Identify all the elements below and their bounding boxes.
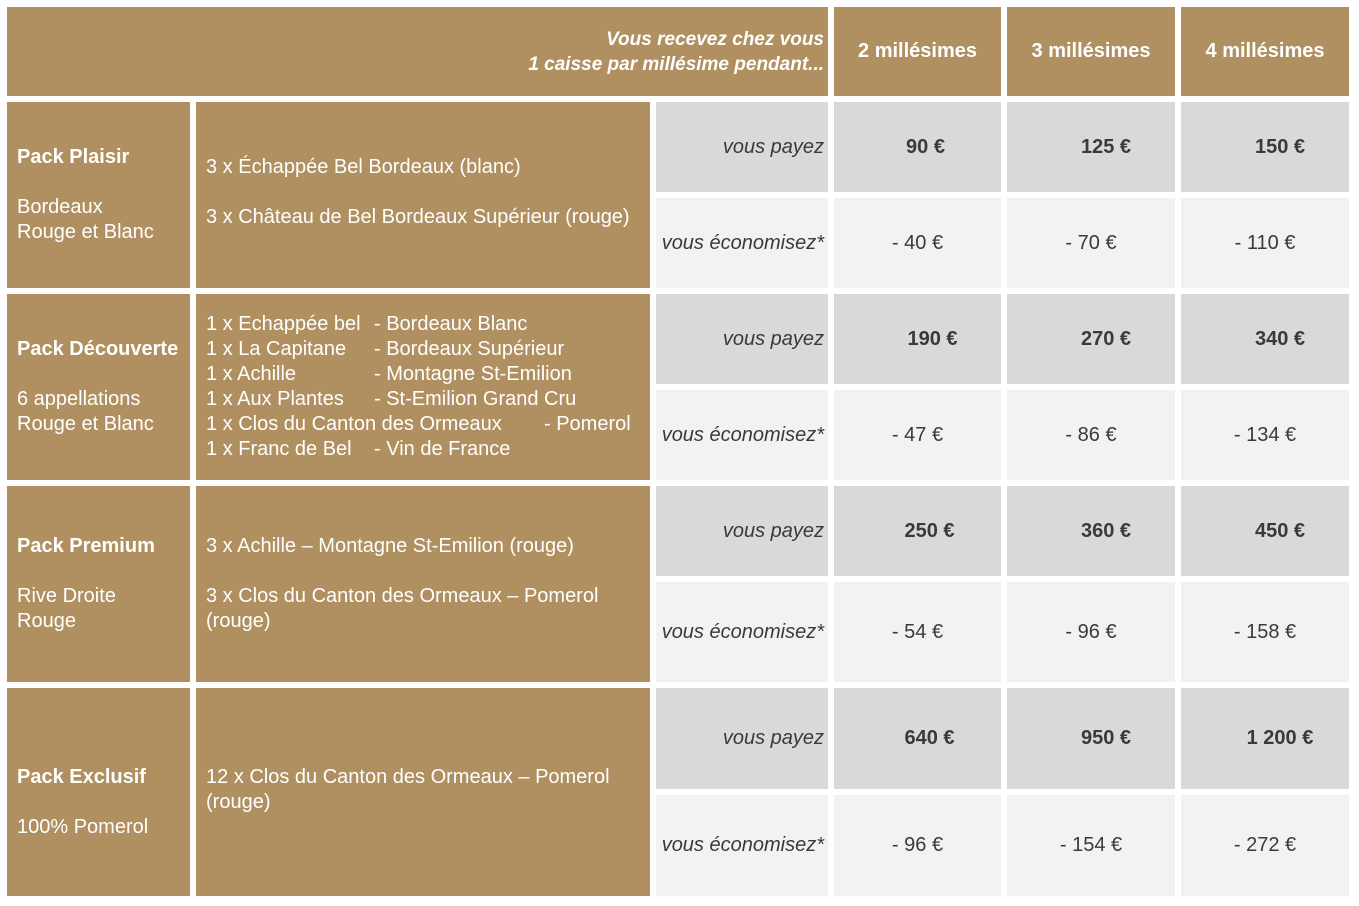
price-4-millesimes: 150 € [1181, 102, 1349, 192]
pay-label: vous payez [656, 102, 828, 192]
saving-4-millesimes: - 110 € [1181, 198, 1349, 288]
pack-title: Pack Premium [17, 535, 155, 557]
wine-line: 12 x Clos du Canton des Ormeaux – Pomerol (rouge) [206, 765, 610, 813]
price-4-millesimes: 450 € [1181, 486, 1349, 576]
pack-premium-title-cell [7, 486, 190, 682]
wine-line: 3 x Clos du Canton des Ormeaux – Pomerol (rouge) [206, 585, 599, 632]
save-label: vous économisez* [656, 582, 828, 682]
wine-line: 1 x La Capitane - Bordeaux Supérieur [206, 338, 565, 360]
wine-line: 3 x Échappée Bel Bordeaux (blanc) [206, 156, 521, 178]
price-3-millesimes: 360 € [1007, 486, 1175, 576]
header-col-2-millesimes: 2 millésimes [834, 7, 1001, 96]
header-intro [7, 7, 828, 96]
wine-line: 1 x Achille - Montagne St-Emilion [206, 363, 572, 385]
pack-subtitle: Bordeaux Rouge et Blanc [17, 196, 154, 243]
pack-subtitle: Rive Droite Rouge [17, 585, 116, 632]
wine-line: 3 x Achille – Montagne St-Emilion (rouge) [206, 535, 574, 557]
pack-title: Pack Plaisir [17, 146, 130, 168]
price-3-millesimes: 270 € [1007, 294, 1175, 384]
price-2-millesimes: 640 € [834, 688, 1001, 789]
pack-title: Pack Exclusif [17, 765, 146, 788]
saving-4-millesimes: - 158 € [1181, 582, 1349, 682]
saving-3-millesimes: - 96 € [1007, 582, 1175, 682]
saving-2-millesimes: - 40 € [834, 198, 1001, 288]
price-3-millesimes: 125 € [1007, 102, 1175, 192]
pack-title: Pack Découverte [17, 338, 179, 360]
pack-exclusif-title-cell [7, 688, 190, 896]
wine-line: 1 x Aux Plantes - St-Emilion Grand Cru [206, 388, 577, 410]
price-2-millesimes: 250 € [834, 486, 1001, 576]
pack-plaisir-wines [196, 102, 650, 288]
wine-line: 1 x Clos du Canton des Ormeaux - Pomerol [206, 413, 631, 435]
price-3-millesimes: 950 € [1007, 688, 1175, 789]
saving-2-millesimes: - 96 € [834, 795, 1001, 896]
save-label: vous économisez* [656, 390, 828, 480]
pay-label: vous payez [656, 688, 828, 789]
price-4-millesimes: 340 € [1181, 294, 1349, 384]
pack-exclusif-wines [196, 688, 650, 896]
price-4-millesimes: 1 200 € [1181, 688, 1349, 789]
pack-decouverte-wines [196, 294, 650, 480]
pack-decouverte-title-cell [7, 294, 190, 480]
wine-line: 3 x Château de Bel Bordeaux Supérieur (rouge) [206, 206, 630, 228]
wine-line: 1 x Franc de Bel - Vin de France [206, 438, 511, 460]
saving-3-millesimes: - 154 € [1007, 795, 1175, 896]
header-col-3-millesimes: 3 millésimes [1007, 7, 1175, 96]
saving-3-millesimes: - 70 € [1007, 198, 1175, 288]
pay-label: vous payez [656, 294, 828, 384]
pack-subtitle: 6 appellations Rouge et Blanc [17, 388, 154, 435]
save-label: vous économisez* [656, 198, 828, 288]
price-2-millesimes: 190 € [834, 294, 1001, 384]
save-label: vous économisez* [656, 795, 828, 896]
saving-3-millesimes: - 86 € [1007, 390, 1175, 480]
saving-2-millesimes: - 47 € [834, 390, 1001, 480]
header-col-4-millesimes: 4 millésimes [1181, 7, 1349, 96]
price-2-millesimes: 90 € [834, 102, 1001, 192]
pay-label: vous payez [656, 486, 828, 576]
saving-4-millesimes: - 272 € [1181, 795, 1349, 896]
saving-4-millesimes: - 134 € [1181, 390, 1349, 480]
pack-subtitle: 100% Pomerol [17, 815, 149, 838]
pack-plaisir-title-cell [7, 102, 190, 288]
wine-line: 1 x Echappée bel - Bordeaux Blanc [206, 313, 528, 335]
pack-premium-wines [196, 486, 650, 682]
saving-2-millesimes: - 54 € [834, 582, 1001, 682]
header-intro-line2: 1 caisse par millésime pendant... [528, 54, 824, 75]
header-intro-line1: Vous recevez chez vous [606, 29, 824, 50]
